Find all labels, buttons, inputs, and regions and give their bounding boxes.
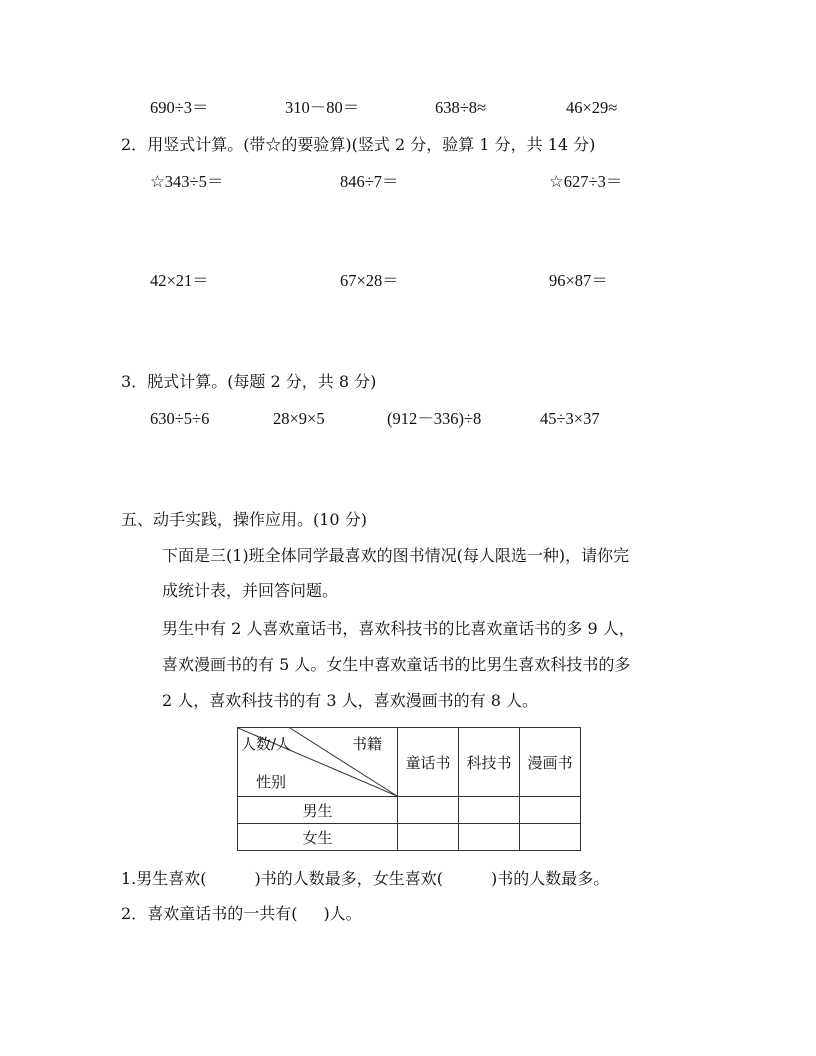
expr-627-div-3: ☆627÷3＝ [549, 172, 623, 191]
cell-boys-comic[interactable] [520, 797, 581, 824]
table-corner-cell [238, 728, 398, 797]
expr-45-div-3-times-37: 45÷3×37 [540, 409, 600, 428]
cell-girls-fairy-tale[interactable] [398, 824, 459, 851]
col-header-fairy-tale: 童话书 [398, 728, 459, 797]
row-header-boys: 男生 [238, 797, 398, 824]
q3-text: 脱式计算。(每题 2 分，共 8 分) [147, 372, 377, 391]
followup-q2-number: 2． [121, 904, 148, 923]
cell-boys-science[interactable] [459, 797, 520, 824]
cell-girls-comic[interactable] [520, 824, 581, 851]
q3-number: 3． [121, 372, 148, 391]
expr-310-minus-80: 310－80＝ [285, 98, 360, 117]
followup-q2-part1: 喜欢童话书的一共有( [147, 904, 298, 923]
followup-q2 [121, 906, 362, 922]
q3-heading [121, 374, 376, 390]
expr-42-times-21: 42×21＝ [150, 271, 209, 290]
followup-q1 [121, 871, 609, 887]
cell-girls-science[interactable] [459, 824, 520, 851]
col-header-comic: 漫画书 [520, 728, 581, 797]
followup-q1-part1: 男生喜欢( [136, 869, 207, 888]
expr-846-div-7: 846÷7＝ [340, 172, 399, 191]
expr-67-times-28: 67×28＝ [340, 271, 399, 290]
expr-343-div-5: ☆343÷5＝ [150, 172, 224, 191]
section5-para1-line2: 成统计表，并回答问题。 [162, 581, 339, 600]
expr-46-times-29: 46×29≈ [566, 98, 618, 117]
followup-q2-part2: )人。 [323, 904, 362, 923]
q2-text: 用竖式计算。(带☆的要验算)(竖式 2 分，验算 1 分，共 14 分) [147, 135, 596, 154]
q2-number: 2． [121, 135, 148, 154]
section5-title: 五、动手实践，操作应用。(10 分) [121, 510, 367, 529]
followup-q1-number: 1. [121, 869, 137, 888]
expr-690-div-3: 690÷3＝ [150, 98, 209, 117]
cell-boys-fairy-tale[interactable] [398, 797, 459, 824]
expr-96-times-87: 96×87＝ [549, 271, 608, 290]
corner-label-books: 书籍 [352, 735, 383, 753]
expr-638-div-8: 638÷8≈ [435, 98, 487, 117]
followup-q1-part3: )书的人数最多。 [491, 869, 610, 888]
section5-para2-line2: 喜欢漫画书的有 5 人。女生中喜欢童话书的比男生喜欢科技书的多 [162, 655, 631, 674]
corner-label-gender: 性别 [256, 773, 287, 791]
section5-para2-line3: 2 人，喜欢科技书的有 3 人，喜欢漫画书的有 8 人。 [162, 691, 538, 710]
followup-q1-part2: )书的人数最多，女生喜欢( [254, 869, 444, 888]
col-header-science: 科技书 [459, 728, 520, 797]
q2-heading [121, 137, 595, 153]
expr-630-div-5-div-6: 630÷5÷6 [150, 409, 210, 428]
expr-28-times-9-times-5: 28×9×5 [273, 409, 325, 428]
row-header-girls: 女生 [238, 824, 398, 851]
section5-para1-line1: 下面是三(1)班全体同学最喜欢的图书情况(每人限选一种)，请你完 [162, 546, 630, 565]
section5-para2-line1: 男生中有 2 人喜欢童话书，喜欢科技书的比喜欢童话书的多 9 人， [162, 619, 635, 638]
book-stats-table [237, 727, 581, 851]
corner-label-count: 人数/人 [241, 735, 292, 753]
expr-912-minus-336-div-8: (912－336)÷8 [387, 409, 482, 428]
